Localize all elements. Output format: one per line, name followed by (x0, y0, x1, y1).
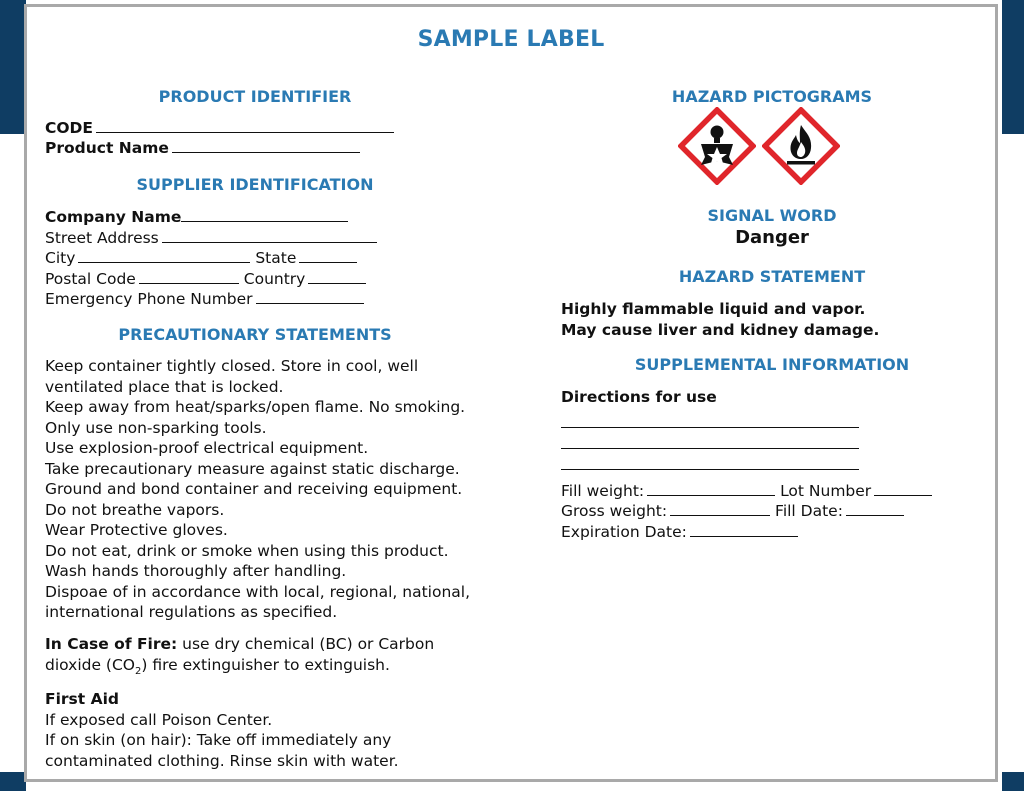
fire-text: use dry chemical (BC) or Carbon (182, 635, 435, 653)
postal-code-field-line[interactable] (139, 269, 239, 284)
fire-text-cont: dioxide (CO (45, 655, 136, 674)
emergency-phone-label: Emergency Phone Number (45, 290, 253, 308)
precautionary-line: international regulations as specified. (45, 603, 338, 621)
directions-line[interactable] (561, 448, 859, 449)
fill-weight-row (561, 481, 932, 502)
directions-line[interactable] (561, 427, 859, 428)
city-state-row (45, 248, 357, 269)
country-field-line[interactable] (308, 269, 366, 284)
fill-weight-label: Fill weight: (561, 482, 645, 500)
lot-number-field-line[interactable] (874, 481, 932, 496)
supplier-identification-heading: SUPPLIER IDENTIFICATION (136, 175, 374, 194)
postal-code-label: Postal Code (45, 270, 136, 288)
street-address-label: Street Address (45, 229, 159, 247)
street-address-field-line[interactable] (162, 228, 377, 243)
health-hazard-icon (678, 107, 756, 185)
country-label: Country (243, 270, 306, 288)
company-name-field-line[interactable] (181, 207, 348, 222)
signal-word-heading: SIGNAL WORD (707, 206, 837, 225)
code-label: CODE (45, 119, 94, 137)
city-label: City (45, 249, 76, 267)
gross-weight-row (561, 501, 904, 522)
product-name-field-line[interactable] (172, 138, 360, 153)
precautionary-line: Keep container tightly closed. Store in cool, well (45, 357, 419, 375)
first-aid-label: First Aid (45, 690, 119, 708)
background-band-bottom-left (0, 772, 26, 791)
supplemental-information-heading: SUPPLEMENTAL INFORMATION (634, 355, 910, 374)
state-label: State (255, 249, 297, 267)
gross-weight-field-line[interactable] (670, 501, 770, 516)
fill-date-label: Fill Date: (775, 502, 843, 520)
co2-subscript: 2 (135, 665, 142, 677)
first-aid-line: If exposed call Poison Center. (45, 710, 273, 729)
signal-word-value: Danger (735, 227, 809, 248)
background-band-bottom-right (1002, 772, 1024, 791)
background-band-right (1002, 0, 1024, 134)
precautionary-line: Wash hands thoroughly after handling. (45, 562, 347, 580)
product-identifier-heading: PRODUCT IDENTIFIER (158, 87, 352, 106)
precautionary-line: Dispoae of in accordance with local, regional, national, (45, 582, 471, 601)
expiration-date-field-line[interactable] (690, 522, 798, 537)
hazard-statement-line: Highly flammable liquid and vapor. (561, 300, 866, 318)
product-name-label: Product Name (45, 139, 169, 157)
precautionary-line: Ground and bond container and receiving equipment. (45, 480, 463, 498)
expiration-date-label: Expiration Date: (561, 523, 687, 541)
background-band-left (0, 0, 26, 134)
first-aid-line: If on skin (on hair): Take off immediately any (45, 731, 392, 749)
emergency-phone-field-line[interactable] (256, 289, 364, 304)
label-title: SAMPLE LABEL (417, 27, 605, 52)
fire-instructions (45, 634, 434, 682)
fire-text-end: ) fire extinguisher to extinguish. (141, 655, 390, 674)
precautionary-line: Wear Protective gloves. (45, 521, 228, 539)
code-field-line[interactable] (96, 118, 394, 133)
precautionary-line: Do not breathe vapors. (45, 500, 225, 519)
first-aid-line: contaminated clothing. Rinse skin with water. (45, 751, 399, 770)
precautionary-line: Keep away from heat/sparks/open flame. No smoking. (45, 398, 466, 416)
sample-label-card (24, 4, 998, 782)
precautionary-line: Take precautionary measure against static discharge. (45, 459, 460, 478)
company-name-label: Company Name (45, 208, 182, 226)
precautionary-line: Use explosion-proof electrical equipment. (45, 439, 369, 457)
precautionary-line: Do not eat, drink or smoke when using this product. (45, 541, 449, 560)
street-address-row (45, 228, 377, 249)
company-name-row (45, 207, 348, 228)
city-field-line[interactable] (78, 248, 250, 263)
fill-weight-field-line[interactable] (647, 481, 775, 496)
lot-number-label: Lot Number (780, 482, 872, 500)
flame-icon (762, 107, 840, 185)
postal-country-row (45, 269, 366, 290)
precautionary-statements-heading: PRECAUTIONARY STATEMENTS (118, 325, 392, 344)
gross-weight-label: Gross weight: (561, 502, 668, 520)
precautionary-line: Only use non-sparking tools. (45, 418, 267, 437)
expiration-date-row (561, 522, 798, 543)
directions-label: Directions for use (561, 388, 717, 406)
directions-line[interactable] (561, 469, 859, 470)
hazard-statement-line: May cause liver and kidney damage. (561, 320, 880, 339)
precautionary-line: ventilated place that is locked. (45, 377, 284, 396)
product-name-row (45, 138, 360, 159)
first-aid-section (45, 689, 399, 771)
hazard-statement-heading: HAZARD STATEMENT (678, 267, 866, 286)
hazard-statement-text (561, 299, 879, 340)
state-field-line[interactable] (299, 248, 357, 263)
hazard-pictograms-heading: HAZARD PICTOGRAMS (671, 87, 873, 106)
fire-label: In Case of Fire: (45, 635, 178, 653)
fill-date-field-line[interactable] (846, 501, 904, 516)
precautionary-statement-list (45, 356, 470, 623)
code-row (45, 118, 394, 139)
emergency-phone-row (45, 289, 364, 310)
